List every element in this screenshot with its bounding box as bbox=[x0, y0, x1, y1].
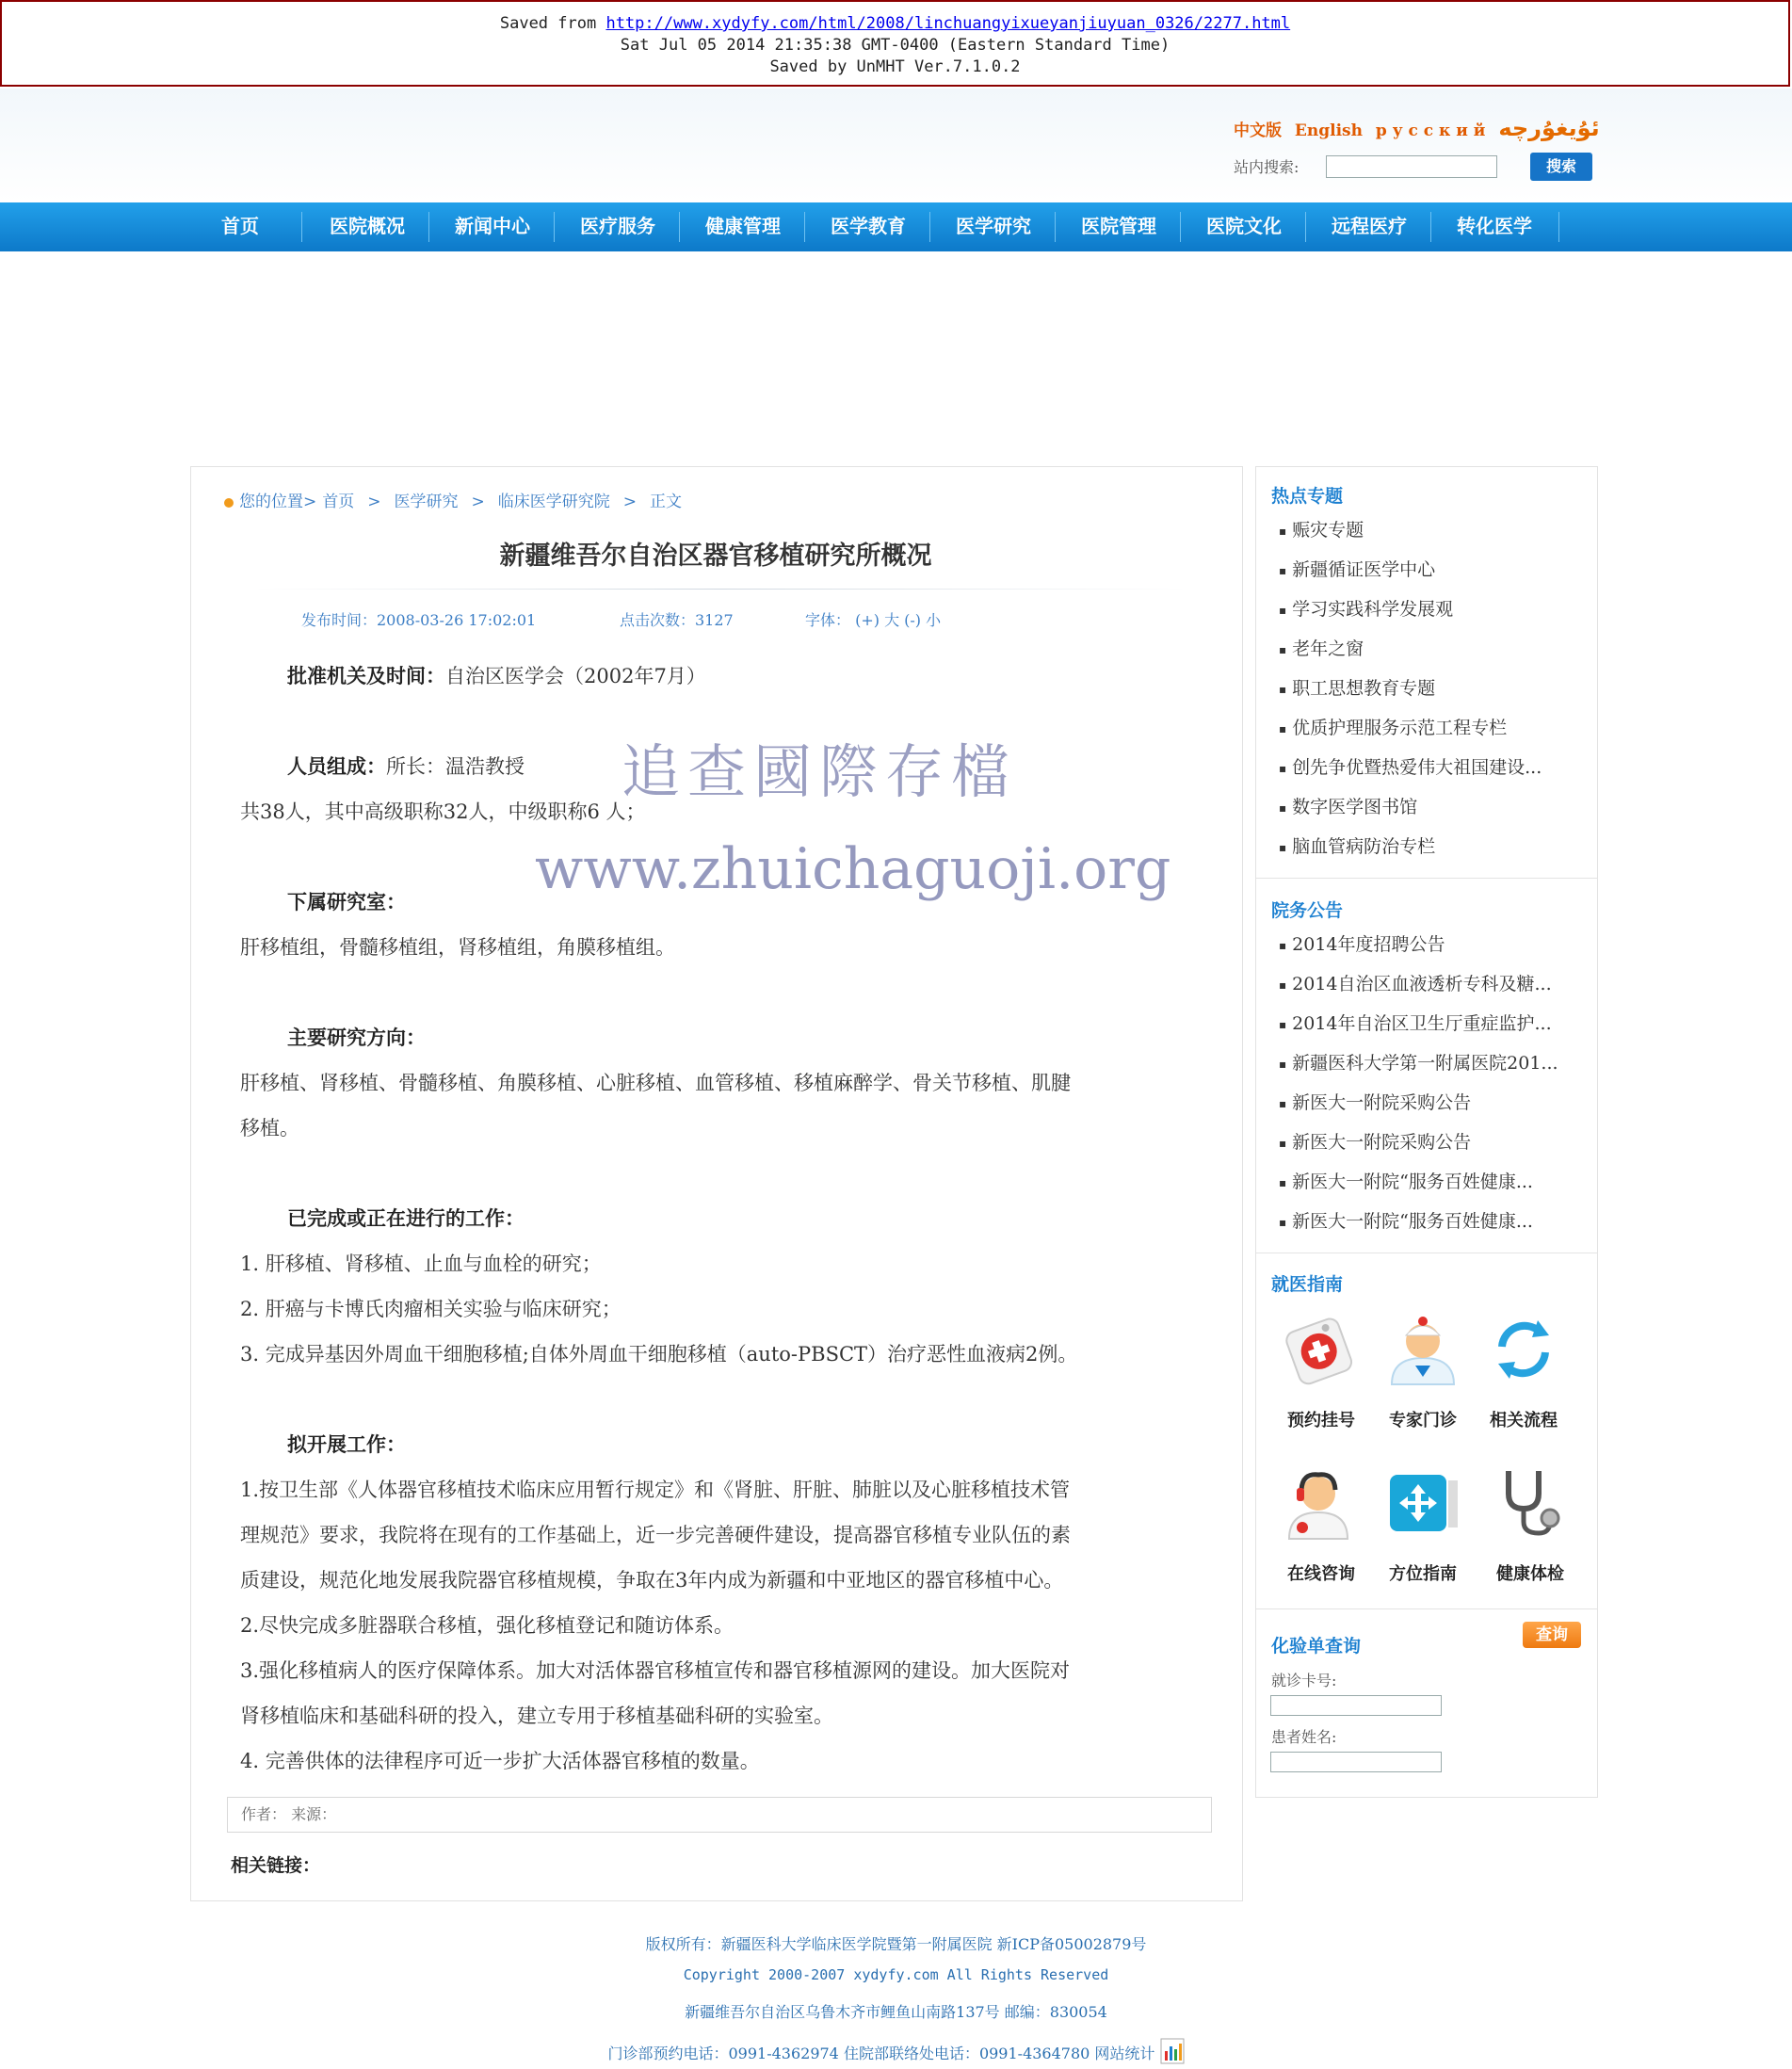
breadcrumb-home[interactable]: 首页 bbox=[322, 493, 355, 511]
patient-name-label: 患者姓名: bbox=[1271, 1728, 1337, 1746]
direction-heading: 主要研究方向： bbox=[287, 1026, 426, 1049]
plan-item-1b: 理规范》要求，我院将在现有的工作基础上，近一步完善硬件建设，提高器官移植专业队伍的素 bbox=[240, 1524, 1071, 1546]
nav-separator bbox=[1305, 212, 1306, 242]
notice-item[interactable]: ▪ 新医大一附院采购公告 bbox=[1279, 1089, 1471, 1114]
staff-detail: 共38人，其中高级职称32人，中级职称6 人； bbox=[240, 800, 646, 823]
done-paragraph bbox=[240, 1196, 1191, 1377]
labs-heading: 下属研究室： bbox=[287, 890, 406, 913]
plan-item-1a: 1.按卫生部《人体器官移植技术临床应用暂行规定》和《肾脏、肝脏、肺脏以及心脏移植技术管 bbox=[240, 1479, 1071, 1501]
approval-paragraph bbox=[240, 654, 1191, 699]
site-search-label: 站内搜索: bbox=[1234, 158, 1300, 176]
saved-by: Saved by UnMHT Ver.7.1.0.2 bbox=[769, 57, 1021, 76]
saved-url-link[interactable]: http://www.xydyfy.com/html/2008/linchuangyixueyanjiuyuan_0326/2277.html bbox=[605, 14, 1291, 33]
hot-topics-title: 热点专题 bbox=[1271, 486, 1344, 507]
nav-separator bbox=[1430, 212, 1431, 242]
sidebar-divider bbox=[1256, 1608, 1597, 1609]
guide-location-label[interactable]: 方位指南 bbox=[1389, 1564, 1457, 1584]
breadcrumb-sep: > bbox=[367, 493, 381, 511]
plan-item-3b: 肾移植临床和基础科研的投入，建立专用于移植基础科研的实验室。 bbox=[240, 1705, 833, 1727]
footer-copyright: 版权所有：新疆医科大学临床医学院暨第一附属医院 新ICP备05002879号 bbox=[645, 1935, 1147, 1953]
lang-uyghur[interactable]: ئۇيغۇرچە bbox=[1498, 115, 1600, 141]
lang-chinese[interactable]: 中文版 bbox=[1234, 121, 1282, 140]
hot-topic-item[interactable]: ▪ 创先争优暨热爱伟大祖国建设... bbox=[1279, 753, 1542, 779]
title-divider bbox=[254, 589, 1187, 590]
footer-address: 新疆维吾尔自治区乌鲁木齐市鲤鱼山南路137号 邮编：830054 bbox=[685, 2003, 1107, 2021]
nav-telemedicine[interactable]: 远程医疗 bbox=[1332, 215, 1407, 237]
breadcrumb-research[interactable]: 医学研究 bbox=[394, 493, 459, 511]
direction-line-2: 移植。 bbox=[240, 1117, 299, 1140]
nav-separator bbox=[929, 212, 930, 242]
nav-hospital-management[interactable]: 医院管理 bbox=[1081, 215, 1156, 237]
font-size-control[interactable]: 字体： (+) 大 (-) 小 bbox=[805, 611, 942, 629]
hot-topic-item[interactable]: ▪ 赈灾专题 bbox=[1279, 516, 1364, 541]
nav-separator bbox=[1558, 212, 1559, 242]
author-source-box: 作者： 来源： bbox=[227, 1797, 1212, 1833]
notice-item[interactable]: ▪ 新医大一附院采购公告 bbox=[1279, 1128, 1471, 1154]
plan-item-3a: 3.强化移植病人的医疗保障体系。加大对活体器官移植宣传和器官移植源网的建设。加大医院对 bbox=[240, 1659, 1071, 1682]
lang-russian[interactable]: р у с с к и й bbox=[1375, 121, 1486, 140]
notices-title: 院务公告 bbox=[1271, 900, 1344, 921]
bullet-icon bbox=[224, 498, 234, 508]
online-consult-icon[interactable] bbox=[1278, 1462, 1359, 1543]
notice-item[interactable]: ▪ 新医大一附院“服务百姓健康... bbox=[1279, 1168, 1533, 1193]
site-header bbox=[0, 89, 1792, 202]
nav-culture[interactable]: 医院文化 bbox=[1206, 215, 1282, 237]
breadcrumb-current: 正文 bbox=[650, 493, 682, 511]
nav-research[interactable]: 医学研究 bbox=[956, 215, 1031, 237]
saved-banner bbox=[0, 0, 1790, 87]
saved-prefix: Saved from bbox=[499, 14, 606, 33]
breadcrumb bbox=[224, 488, 695, 511]
nav-separator bbox=[1180, 212, 1181, 242]
done-item-1: 1. 肝移植、肾移植、止血与血栓的研究； bbox=[240, 1253, 602, 1275]
direction-paragraph bbox=[240, 1015, 1191, 1151]
approval-value: 自治区医学会（2002年7月） bbox=[445, 665, 706, 687]
hot-topic-item[interactable]: ▪ 职工思想教育专题 bbox=[1279, 674, 1435, 700]
hot-topic-item[interactable]: ▪ 数字医学图书馆 bbox=[1279, 793, 1417, 818]
watermark-chinese: 追查國際存檔 bbox=[622, 737, 1018, 806]
nav-translational[interactable]: 转化医学 bbox=[1457, 215, 1532, 237]
nav-separator bbox=[554, 212, 555, 242]
done-item-3: 3. 完成异基因外周血干细胞移植;自体外周血干细胞移植（auto-PBSCT）治疗恶性血液病2例。 bbox=[240, 1343, 1078, 1366]
nav-separator bbox=[428, 212, 429, 242]
hot-topic-item[interactable]: ▪ 优质护理服务示范工程专栏 bbox=[1279, 714, 1507, 739]
nav-separator bbox=[804, 212, 805, 242]
guide-title: 就医指南 bbox=[1271, 1274, 1344, 1295]
done-item-2: 2. 肝癌与卡博氏肉瘤相关实验与临床研究； bbox=[240, 1298, 622, 1320]
hot-topic-item[interactable]: ▪ 新疆循证医学中心 bbox=[1279, 556, 1435, 581]
click-count: 点击次数：3127 bbox=[620, 611, 734, 629]
footer-phones-text: 门诊部预约电话：0991-4362974 住院部联络处电话：0991-4364780 网站统计 bbox=[607, 2045, 1155, 2062]
patient-name-input[interactable] bbox=[1270, 1752, 1442, 1772]
hot-topic-item[interactable]: ▪ 脑血管病防治专栏 bbox=[1279, 832, 1435, 858]
plan-heading: 拟开展工作： bbox=[287, 1432, 406, 1456]
nav-overview[interactable]: 医院概况 bbox=[330, 215, 405, 237]
saved-date: Sat Jul 05 2014 21:35:38 GMT-0400 (Eastern Standard Time) bbox=[620, 36, 1170, 55]
nav-separator bbox=[679, 212, 680, 242]
watermark-url: www.zhuichaguoji.org bbox=[535, 836, 1171, 902]
doctor-icon[interactable] bbox=[1382, 1309, 1463, 1390]
direction-line-1: 肝移植、肾移植、骨髓移植、角膜移植、心脏移植、血管移植、移植麻醉学、骨关节移植、肌腱 bbox=[240, 1072, 1071, 1094]
sidebar-divider bbox=[1256, 878, 1597, 879]
lang-english[interactable]: English bbox=[1294, 121, 1363, 140]
location-guide-icon[interactable] bbox=[1382, 1462, 1463, 1543]
notice-item[interactable]: ▪ 新疆医科大学第一附属医院201... bbox=[1279, 1049, 1558, 1075]
stethoscope-icon[interactable] bbox=[1486, 1462, 1567, 1543]
nav-home[interactable]: 首页 bbox=[221, 215, 259, 237]
guide-consult-label[interactable]: 在线咨询 bbox=[1287, 1564, 1355, 1584]
lab-query-title: 化验单查询 bbox=[1271, 1636, 1362, 1657]
notice-item[interactable]: ▪ 新医大一附院“服务百姓健康... bbox=[1279, 1207, 1533, 1233]
process-cycle-icon[interactable] bbox=[1483, 1309, 1564, 1390]
guide-checkup-label[interactable]: 健康体检 bbox=[1496, 1564, 1564, 1584]
hot-topic-item[interactable]: ▪ 老年之窗 bbox=[1279, 635, 1364, 660]
guide-process-label[interactable]: 相关流程 bbox=[1490, 1411, 1558, 1431]
labs-value: 肝移植组，骨髓移植组，肾移植组，角膜移植组。 bbox=[240, 936, 675, 959]
stats-chart-icon[interactable] bbox=[1160, 2038, 1185, 2064]
notice-item[interactable]: ▪ 2014自治区血液透析专科及糖... bbox=[1279, 970, 1552, 995]
breadcrumb-institute[interactable]: 临床医学研究院 bbox=[497, 493, 610, 511]
breadcrumb-sep: > bbox=[471, 493, 485, 511]
nav-separator bbox=[1055, 212, 1056, 242]
breadcrumb-sep: > bbox=[622, 493, 637, 511]
search-button[interactable]: 搜索 bbox=[1530, 153, 1592, 181]
plan-paragraph bbox=[240, 1422, 1191, 1784]
staff-heading: 人员组成： bbox=[287, 754, 386, 778]
staff-value: 所长：温浩教授 bbox=[386, 755, 525, 778]
main-nav bbox=[0, 202, 1792, 251]
notice-item[interactable]: ▪ 2014年度招聘公告 bbox=[1279, 930, 1445, 956]
language-switcher bbox=[1234, 115, 1607, 141]
card-number-label: 就诊卡号: bbox=[1271, 1672, 1337, 1689]
appointment-tag-icon[interactable] bbox=[1278, 1309, 1359, 1390]
approval-heading: 批准机关及时间： bbox=[287, 664, 445, 687]
publish-time: 发布时间：2008-03-26 17:02:01 bbox=[301, 611, 537, 629]
nav-separator bbox=[301, 212, 302, 242]
notice-item[interactable]: ▪ 2014年自治区卫生厅重症监护... bbox=[1279, 1010, 1552, 1035]
nav-health-management[interactable]: 健康管理 bbox=[705, 215, 781, 237]
nav-education[interactable]: 医学教育 bbox=[831, 215, 906, 237]
guide-expert-label[interactable]: 专家门诊 bbox=[1389, 1411, 1457, 1431]
article-title: 新疆维吾尔自治区器官移植研究所概况 bbox=[499, 541, 932, 571]
breadcrumb-you-are-here: 您的位置> bbox=[239, 493, 317, 511]
plan-item-2: 2.尽快完成多脏器联合移植，强化移植登记和随访体系。 bbox=[240, 1614, 735, 1637]
hot-topic-item[interactable]: ▪ 学习实践科学发展观 bbox=[1279, 595, 1453, 621]
lab-query-button[interactable]: 查询 bbox=[1523, 1622, 1581, 1648]
nav-medical-service[interactable]: 医疗服务 bbox=[580, 215, 655, 237]
nav-news[interactable]: 新闻中心 bbox=[455, 215, 530, 237]
card-number-input[interactable] bbox=[1270, 1695, 1442, 1716]
plan-item-4: 4. 完善供体的法律程序可近一步扩大活体器官移植的数量。 bbox=[240, 1750, 760, 1772]
footer-phones bbox=[0, 2038, 1792, 2064]
plan-item-1c: 质建设，规范化地发展我院器官移植规模，争取在3年内成为新疆和中亚地区的器官移植中心。 bbox=[240, 1569, 1064, 1592]
footer-copyright-en: Copyright 2000-2007 xydyfy.com All Rights Reserved bbox=[683, 1966, 1109, 1983]
done-heading: 已完成或正在进行的工作： bbox=[287, 1206, 525, 1230]
site-search-input[interactable] bbox=[1326, 155, 1497, 178]
guide-appointment-label[interactable]: 预约挂号 bbox=[1287, 1411, 1355, 1431]
related-links-heading: 相关链接： bbox=[231, 1855, 321, 1876]
